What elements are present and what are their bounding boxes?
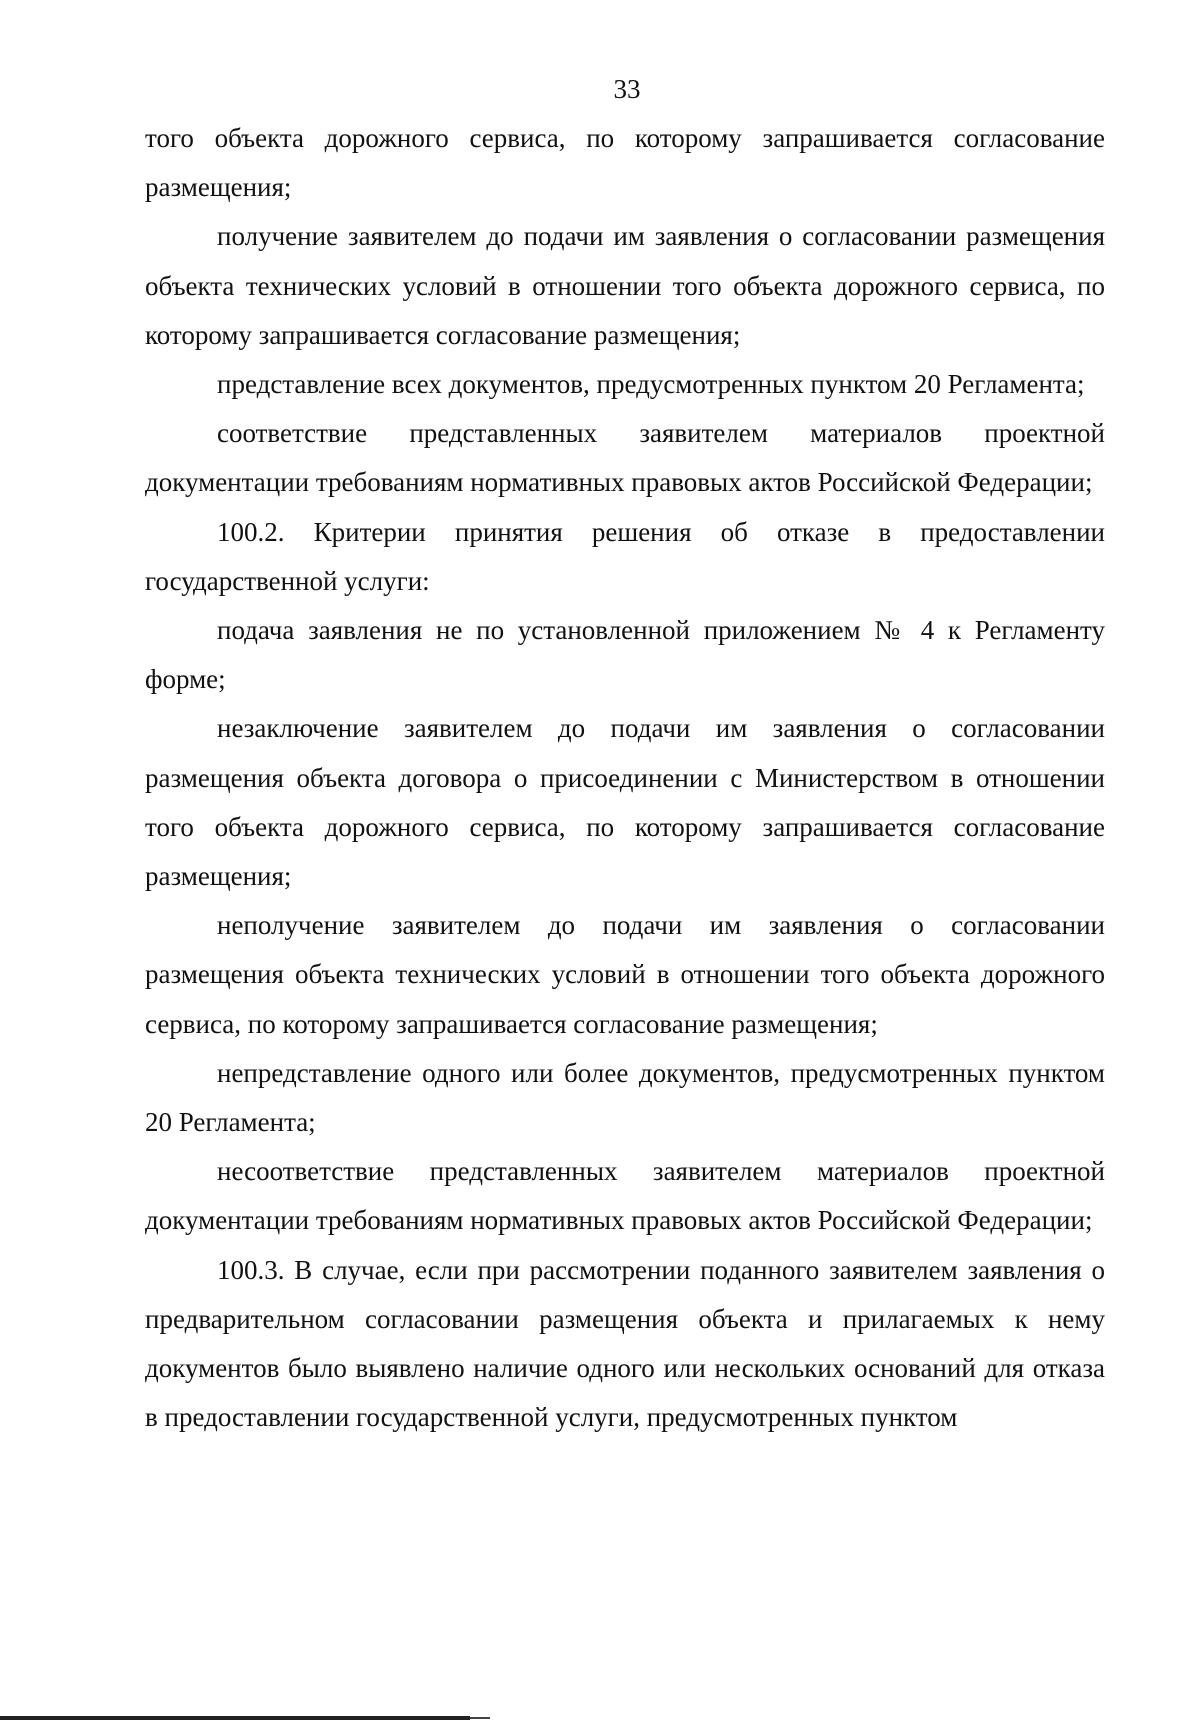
- paragraph: неполучение заявителем до подачи им заявления о согласовании размещения объекта технических условий в отношении того объекта дорожного сервиса, по которому запрашивается согласование размещения;: [145, 910, 1105, 1039]
- document-body: [145, 114, 1105, 1442]
- paragraph: непредставление одного или более документов, предусмотренных пунктом 20 Регламента;: [145, 1057, 1105, 1138]
- page-number: 33: [613, 74, 641, 104]
- paragraph: несоответствие представленных заявителем материалов проектной документации требованиям нормативных правовых актов Российской Федерации;: [145, 1156, 1105, 1236]
- paragraph: того объекта дорожного сервиса, по которому запрашивается согласование размещения;: [145, 123, 1105, 203]
- scan-edge-rule: [0, 1716, 470, 1720]
- paragraph: незаключение заявителем до подачи им заявления о согласовании размещения объекта договора о присоединении с Министерством в отношении того объекта дорожного сервиса, по которому запрашивается согласование размещения;: [145, 713, 1105, 892]
- paragraph: представление всех документов, предусмотренных пунктом 20 Регламента;: [217, 369, 1085, 400]
- paragraph: соответствие представленных заявителем материалов проектной документации требованиям нормативных правовых актов Российской Федерации;: [145, 418, 1105, 498]
- paragraph: получение заявителем до подачи им заявления о согласовании размещения объекта технических условий в отношении того объекта дорожного сервиса, по которому запрашивается согласование размещения;: [145, 221, 1105, 350]
- scan-edge-rule-tail: [470, 1717, 490, 1719]
- paragraph: 100.2. Критерии принятия решения об отказе в предоставлении государственной услуги:: [145, 516, 1105, 596]
- paragraph: подача заявления не по установленной приложением № 4 к Регламенту форме;: [145, 615, 1105, 695]
- paragraph: 100.3. В случае, если при рассмотрении поданного заявителем заявления о предварительном согласовании размещения объекта и прилагаемых к нему документов было выявлено наличие одного или нескольких оснований для отказа в предоставлении государственной услуги, предусмотренных пунктом: [145, 1254, 1105, 1433]
